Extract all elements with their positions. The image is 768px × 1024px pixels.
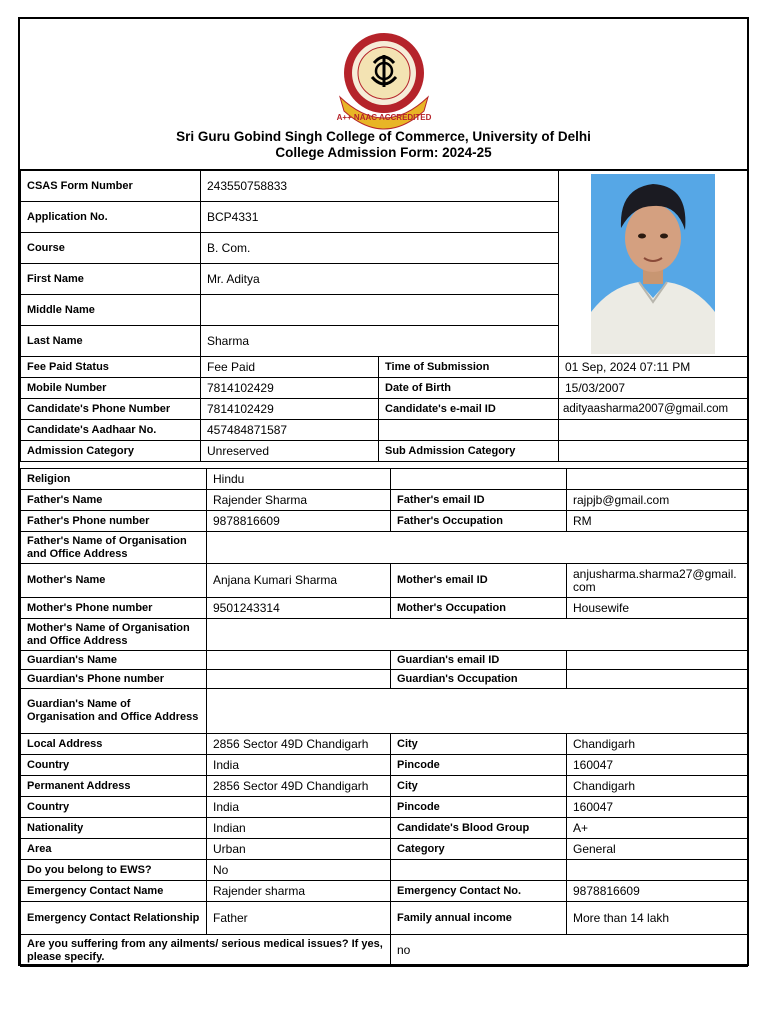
first-name-label: First Name [21,264,201,295]
candidate-email-value: adityaasharma2007@gmail.com [559,399,748,420]
permanent-pincode-label: Pincode [391,797,567,818]
table-row [21,441,748,462]
empty-cell [567,860,748,881]
religion-value: Hindu [207,469,391,490]
mother-email-value: anjusharma.sharma27@gmail.com [567,564,748,598]
aadhaar-value: 457484871587 [201,420,379,441]
candidate-email-label: Candidate's e-mail ID [379,399,559,420]
father-organisation-value [207,532,748,564]
mother-organisation-label: Mother's Name of Organisation and Office Address [21,619,207,651]
last-name-label: Last Name [21,326,201,357]
sub-admission-category-label: Sub Admission Category [379,441,559,462]
table-row [21,860,748,881]
college-logo [330,27,438,131]
mother-occupation-value: Housewife [567,598,748,619]
mobile-label: Mobile Number [21,378,201,399]
local-pincode-value: 160047 [567,755,748,776]
mother-phone-value: 9501243314 [207,598,391,619]
category-value: General [567,839,748,860]
table-row [21,511,748,532]
nationality-value: Indian [207,818,391,839]
middle-name-label: Middle Name [21,295,201,326]
application-no-value: BCP4331 [201,202,559,233]
emergency-relationship-value: Father [207,902,391,935]
local-address-value: 2856 Sector 49D Chandigarh [207,734,391,755]
candidate-table [20,170,748,462]
table-row [21,839,748,860]
candidate-photo [591,174,715,354]
empty-cell [567,469,748,490]
guardian-name-label: Guardian's Name [21,651,207,670]
ailments-label: Are you suffering from any ailments/ serious medical issues? If yes, please specify. [21,935,391,967]
course-label: Course [21,233,201,264]
permanent-address-label: Permanent Address [21,776,207,797]
candidate-phone-label: Candidate's Phone Number [21,399,201,420]
form-header [20,19,747,171]
nationality-label: Nationality [21,818,207,839]
application-no-label: Application No. [21,202,201,233]
empty-cell [391,860,567,881]
mother-name-label: Mother's Name [21,564,207,598]
father-name-label: Father's Name [21,490,207,511]
father-organisation-label: Father's Name of Organisation and Office Address [21,532,207,564]
dob-label: Date of Birth [379,378,559,399]
permanent-city-value: Chandigarh [567,776,748,797]
course-value: B. Com. [201,233,559,264]
table-row [21,818,748,839]
blood-group-value: A+ [567,818,748,839]
mother-email-label: Mother's email ID [391,564,567,598]
empty-cell [391,469,567,490]
table-row [21,797,748,818]
table-row [21,734,748,755]
area-value: Urban [207,839,391,860]
table-row [21,881,748,902]
table-row [21,469,748,490]
submission-time-value: 01 Sep, 2024 07:11 PM [559,357,748,378]
sub-admission-category-value [559,441,748,462]
local-address-label: Local Address [21,734,207,755]
mother-name-value: Anjana Kumari Sharma [207,564,391,598]
father-email-label: Father's email ID [391,490,567,511]
admission-category-label: Admission Category [21,441,201,462]
candidate-phone-value: 7814102429 [201,399,379,420]
table-row [21,378,748,399]
csas-value: 243550758833 [201,171,559,202]
emergency-contact-no-value: 9878816609 [567,881,748,902]
middle-name-value [201,295,559,326]
father-phone-value: 9878816609 [207,511,391,532]
guardian-phone-label: Guardian's Phone number [21,670,207,689]
family-details-table [20,468,748,967]
form-subtitle: College Admission Form: 2024-25 [275,145,492,160]
aadhaar-label: Candidate's Aadhaar No. [21,420,201,441]
permanent-country-label: Country [21,797,207,818]
ews-value: No [207,860,391,881]
empty-cell [559,420,748,441]
guardian-email-label: Guardian's email ID [391,651,567,670]
permanent-pincode-value: 160047 [567,797,748,818]
csas-label: CSAS Form Number [21,171,201,202]
table-row [21,399,748,420]
last-name-value: Sharma [201,326,559,357]
emergency-contact-name-label: Emergency Contact Name [21,881,207,902]
guardian-name-value [207,651,391,670]
mother-organisation-value [207,619,748,651]
guardian-organisation-label: Guardian's Name of Organisation and Office Address [21,689,207,734]
table-row [21,564,748,598]
admission-category-value: Unreserved [201,441,379,462]
father-occupation-value: RM [567,511,748,532]
permanent-city-label: City [391,776,567,797]
fee-status-label: Fee Paid Status [21,357,201,378]
emergency-contact-no-label: Emergency Contact No. [391,881,567,902]
emergency-contact-name-value: Rajender sharma [207,881,391,902]
admission-form [18,17,749,966]
permanent-address-value: 2856 Sector 49D Chandigarh [207,776,391,797]
table-row [21,619,748,651]
college-title: Sri Guru Gobind Singh College of Commerce, University of Delhi [176,129,591,144]
ailments-value: no [391,935,748,967]
table-row [21,357,748,378]
father-name-value: Rajender Sharma [207,490,391,511]
fee-status-value: Fee Paid [201,357,379,378]
guardian-organisation-value [207,689,748,734]
table-row [21,755,748,776]
table-row [21,689,748,734]
table-row [21,902,748,935]
family-income-value: More than 14 lakh [567,902,748,935]
table-row [21,651,748,670]
mobile-value: 7814102429 [201,378,379,399]
first-name-value: Mr. Aditya [201,264,559,295]
local-country-label: Country [21,755,207,776]
photo-cell [559,171,748,357]
ews-label: Do you belong to EWS? [21,860,207,881]
guardian-occupation-label: Guardian's Occupation [391,670,567,689]
svg-text:A++ NAAC ACCREDITED: A++ NAAC ACCREDITED [336,113,432,122]
category-label: Category [391,839,567,860]
empty-cell [379,420,559,441]
religion-label: Religion [21,469,207,490]
local-city-value: Chandigarh [567,734,748,755]
mother-occupation-label: Mother's Occupation [391,598,567,619]
table-row [21,598,748,619]
emergency-relationship-label: Emergency Contact Relationship [21,902,207,935]
table-row [21,420,748,441]
local-pincode-label: Pincode [391,755,567,776]
father-email-value: rajpjb@gmail.com [567,490,748,511]
table-row [21,490,748,511]
table-row [21,171,748,202]
guardian-phone-value [207,670,391,689]
father-phone-label: Father's Phone number [21,511,207,532]
table-row [21,532,748,564]
guardian-occupation-value [567,670,748,689]
father-occupation-label: Father's Occupation [391,511,567,532]
permanent-country-value: India [207,797,391,818]
table-row [21,776,748,797]
local-country-value: India [207,755,391,776]
mother-phone-label: Mother's Phone number [21,598,207,619]
area-label: Area [21,839,207,860]
guardian-email-value [567,651,748,670]
local-city-label: City [391,734,567,755]
family-income-label: Family annual income [391,902,567,935]
blood-group-label: Candidate's Blood Group [391,818,567,839]
table-row [21,935,748,967]
submission-time-label: Time of Submission [379,357,559,378]
dob-value: 15/03/2007 [559,378,748,399]
table-row [21,670,748,689]
